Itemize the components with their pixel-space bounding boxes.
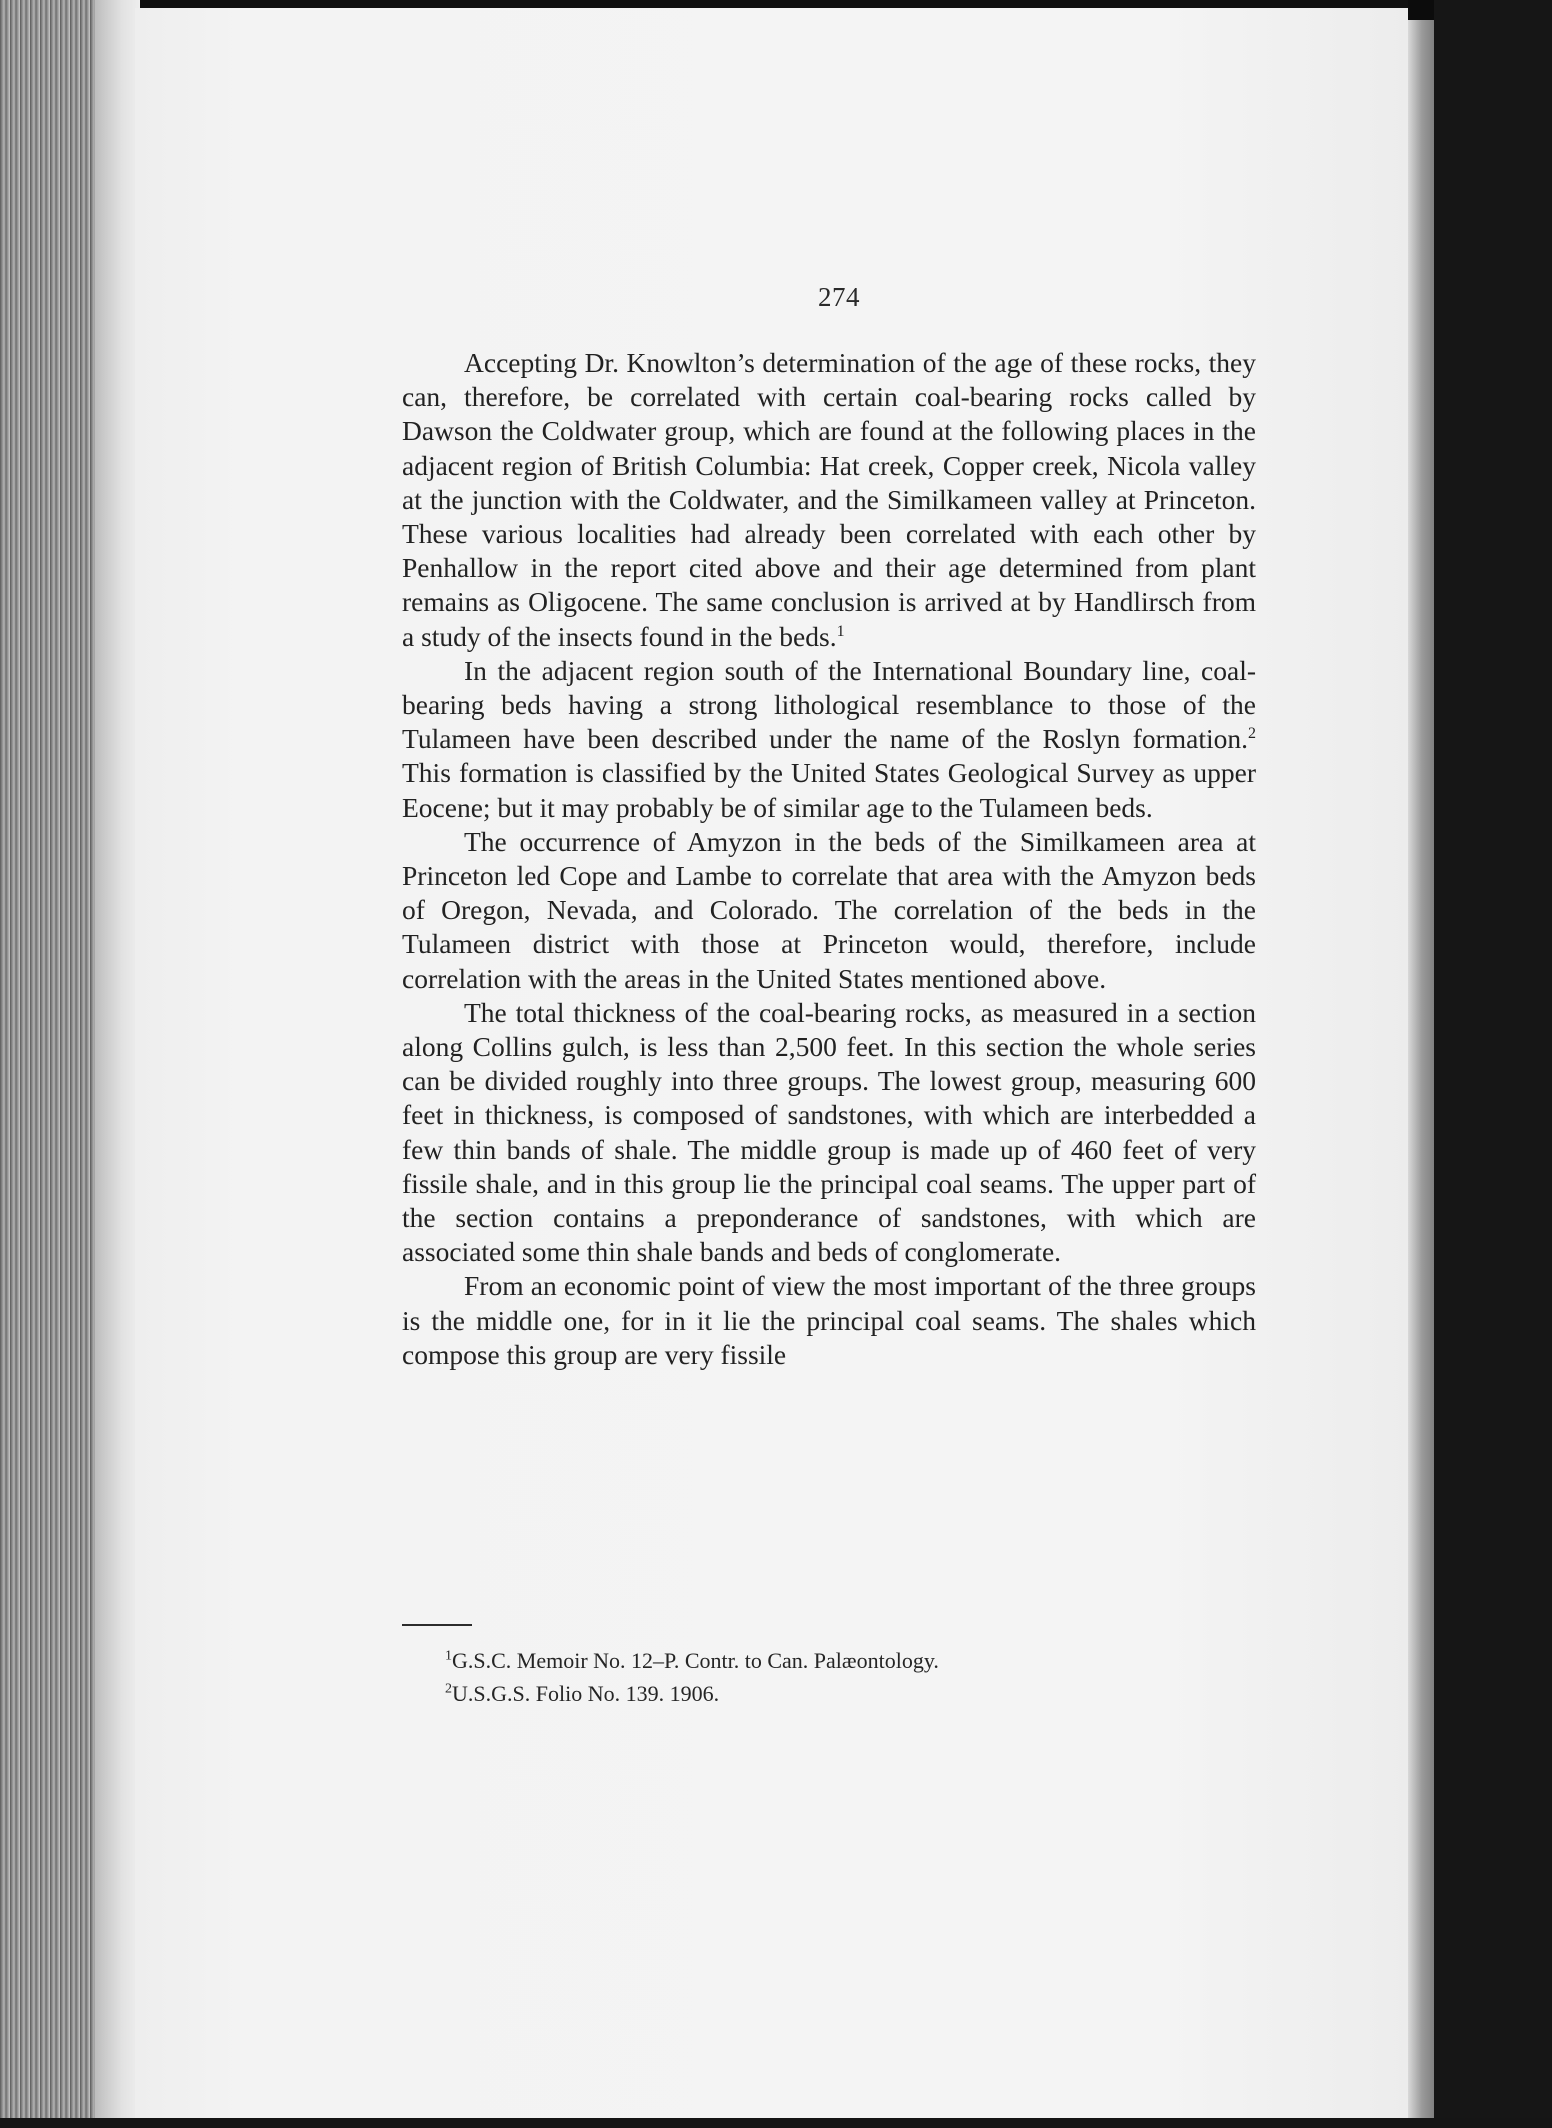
footnotes	[445, 1644, 1265, 1710]
footnote-text: U.S.G.S. Folio No. 139. 1906.	[452, 1681, 720, 1706]
footnote-ref-2: 2	[1248, 725, 1256, 743]
footnote-mark: 1	[445, 1648, 452, 1664]
paragraph-4	[402, 996, 1256, 1270]
footnote-2	[445, 1677, 1265, 1710]
book-gutter-shadow	[95, 0, 140, 2128]
body-text	[402, 346, 1256, 1372]
paragraph-text: This formation is classified by the United States Geological Survey as upper Eocene; but it may probably be of similar age to the Tulameen beds.	[402, 757, 1256, 823]
paragraph-text: In the adjacent region south of the International Boundary line, coal-bearing beds having a strong lithological resemblance to those of the Tulameen have been described under the name of the Roslyn formation.	[402, 654, 1256, 755]
footnote-mark: 2	[445, 1681, 452, 1697]
scan-right-border	[1434, 0, 1552, 2128]
page-right-shadow	[1408, 20, 1436, 2120]
footnote-text: G.S.C. Memoir No. 12–P. Contr. to Can. Palæontology.	[452, 1648, 939, 1673]
paragraph-5	[402, 1269, 1256, 1372]
footnote-1	[445, 1644, 1265, 1677]
footnote-ref-1: 1	[836, 622, 845, 640]
scan-bottom-border	[0, 2118, 1552, 2128]
paragraph-text: The occurrence of Amyzon in the beds of the Similkameen area at Princeton led Cope and Lambe to correlate that area with the Amyzon beds of Oregon, Nevada, and Colorado. The correlation of the beds in the Tulameen district with those at Princeton would, therefore, include correlation with the areas in the United States mentioned above.	[402, 825, 1256, 994]
paragraph-text: Accepting Dr. Knowlton’s determination of the age of these rocks, they can, therefore, be correlated with certain coal-bearing rocks called by Dawson the Coldwater group, which are found at the following places in the adjacent region of British Columbia: Hat creek, Copper creek, Nicola valley at the junction with the Coldwater, and the Similkameen valley at Princeton. These various localities had already been correlated with each other by Penhallow in the report cited above and their age determined from plant remains as Oligocene. The same conclusion is arrived at by Handlirsch from a study of the insects found in the beds.	[402, 347, 1256, 652]
paragraph-text: The total thickness of the coal-bearing rocks, as measured in a section along Collins gulch, is less than 2,500 feet. In this section the whole series can be divided roughly into three groups. The lowest group, measuring 600 feet in thickness, is composed of sandstones, with which are interbedded a few thin bands of shale. The middle group is made up of 460 feet of very fissile shale, and in this group lie the principal coal seams. The upper part of the section contains a preponderance of sandstones, with which are associated some thin shale bands and beds of conglomerate.	[402, 996, 1256, 1268]
paragraph-3	[402, 825, 1256, 996]
footnote-divider	[402, 1624, 472, 1626]
paragraph-2	[402, 654, 1256, 825]
paragraph-1	[402, 346, 1256, 654]
page-number: 274	[818, 282, 860, 312]
paragraph-text: From an economic point of view the most important of the three groups is the middle one, for in it lie the principal coal seams. The shales which compose this group are very fissile	[402, 1270, 1256, 1370]
